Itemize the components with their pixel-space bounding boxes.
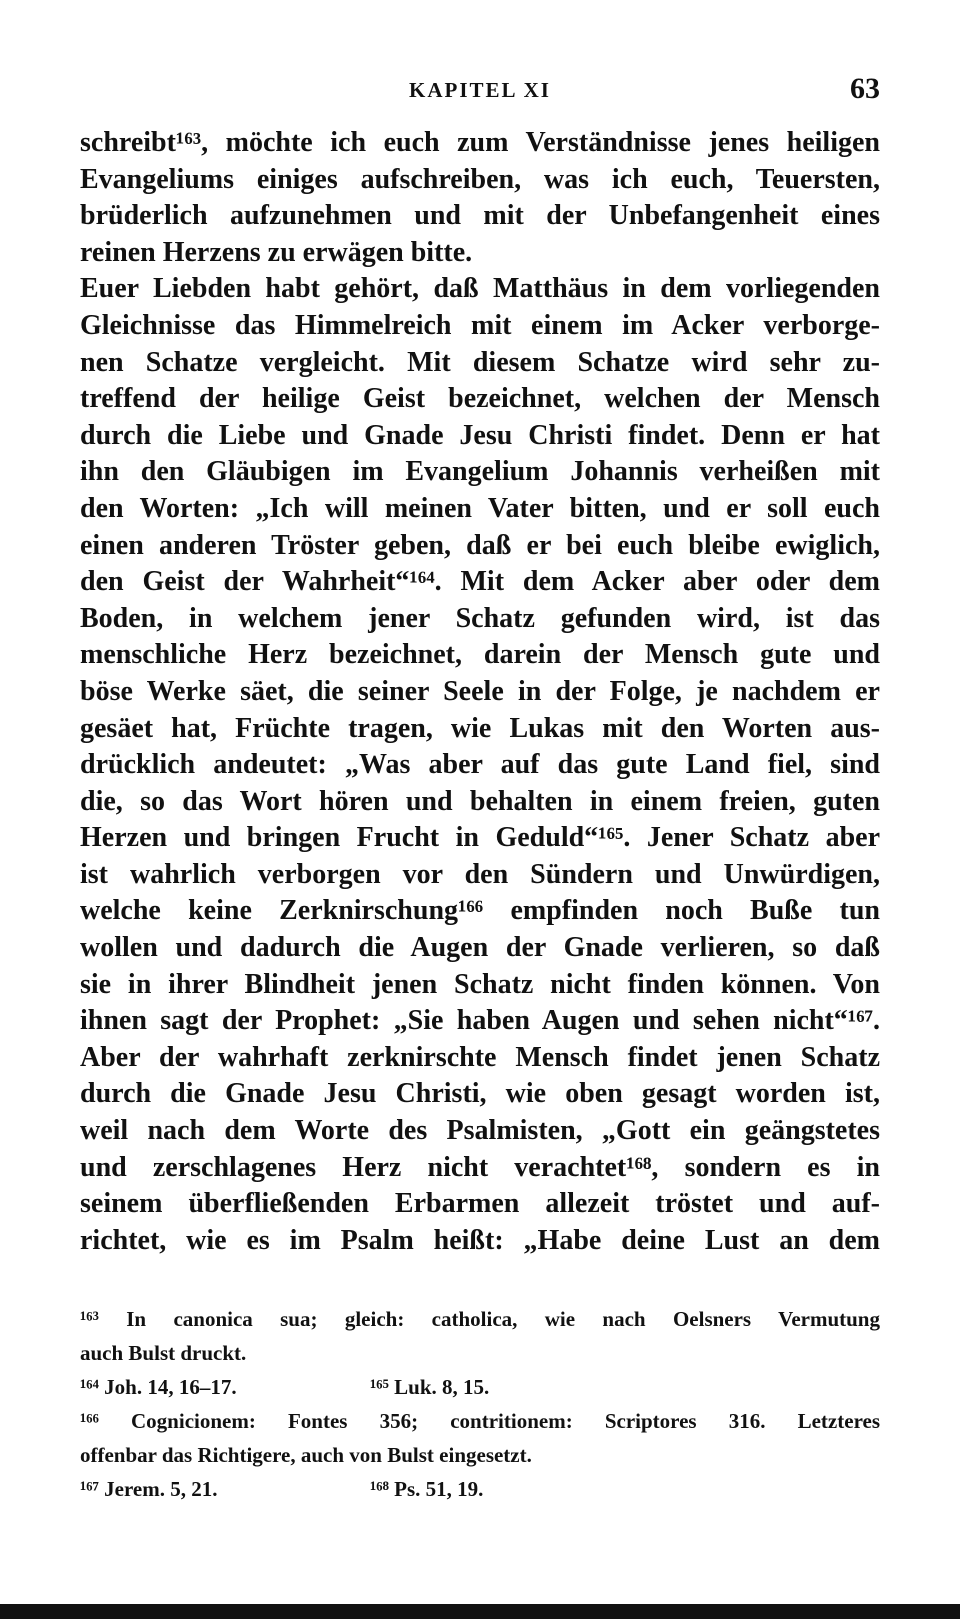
footnote-167: ¹⁶⁷ Jerem. 5, 21.	[80, 1477, 218, 1501]
text-line: gesäet hat, Früchte tragen, wie Lukas mit den Worten aus-	[80, 712, 880, 744]
text-line: durch die Gnade Jesu Christi, wie oben gesagt worden ist,	[80, 1078, 880, 1110]
text-line: treffend der heilige Geist bezeichnet, welchen der Mensch	[80, 383, 880, 415]
text-line: den Geist der Wahrheit“¹⁶⁴. Mit dem Acker aber oder dem	[80, 566, 880, 598]
scan-edge	[0, 1604, 960, 1619]
footnote-163: ¹⁶³ In canonica sua; gleich: catholica, wie nach Oelsners Vermutung	[80, 1307, 880, 1331]
page-number: 63	[850, 72, 880, 105]
text-line: schreibt¹⁶³, möchte ich euch zum Verständnisse jenes heiligen	[80, 127, 880, 158]
text-line: Herzen und bringen Frucht in Geduld“¹⁶⁵. Jener Schatz aber	[80, 822, 880, 854]
text-line: wollen und dadurch die Augen der Gnade verlieren, so daß	[80, 932, 880, 964]
text-line: welche keine Zerknirschung¹⁶⁶ empfinden noch Buße tun	[80, 895, 880, 927]
text-line: ihn den Gläubigen im Evangelium Johannis verheißen mit	[80, 456, 880, 488]
running-head	[80, 72, 880, 112]
text-line: drücklich andeutet: „Was aber auf das gute Land fiel, sind	[80, 749, 880, 781]
text-line: durch die Liebe und Gnade Jesu Christi findet. Denn er hat	[80, 419, 880, 451]
footnote-row	[80, 1370, 880, 1404]
text-line: reinen Herzens zu erwägen bitte.	[80, 236, 473, 268]
text-line: nen Schatze vergleicht. Mit diesem Schatze wird sehr zu-	[80, 346, 880, 378]
text-line: ihnen sagt der Prophet: „Sie haben Augen und sehen nicht“¹⁶⁷.	[80, 1005, 880, 1037]
footnote-166-continued: offenbar das Richtigere, auch von Bulst eingesetzt.	[80, 1443, 532, 1467]
text-line: die, so das Wort hören und behalten in einem freien, guten	[80, 785, 880, 817]
text-line: richtet, wie es im Psalm heißt: „Habe deine Lust an dem	[80, 1224, 880, 1256]
footnote-163-continued: auch Bulst druckt.	[80, 1341, 247, 1365]
text-line: Gleichnisse das Himmelreich mit einem im Acker verborge-	[80, 309, 880, 341]
text-line: und zerschlagenes Herz nicht verachtet¹⁶⁸, sondern es in	[80, 1151, 880, 1183]
text-line: brüderlich aufzunehmen und mit der Unbefangenheit eines	[80, 200, 880, 232]
text-line: menschliche Herz bezeichnet, darein der Mensch gute und	[80, 639, 880, 671]
footnotes	[80, 1302, 880, 1506]
text-line: Aber der wahrhaft zerknirschte Mensch findet jenen Schatz	[80, 1041, 880, 1073]
text-line: seinem überfließenden Erbarmen allezeit tröstet und auf-	[80, 1188, 880, 1220]
text-line: ist wahrlich verborgen vor den Sündern und Unwürdigen,	[80, 858, 880, 890]
footnote-row	[80, 1472, 880, 1506]
footnote-165: ¹⁶⁵ Luk. 8, 15.	[370, 1375, 490, 1399]
footnote-164: ¹⁶⁴ Joh. 14, 16–17.	[80, 1375, 237, 1399]
body-text	[80, 125, 880, 1259]
text-line: einen anderen Tröster geben, daß er bei euch bleibe ewiglich,	[80, 529, 880, 561]
chapter-title: KAPITEL XI	[409, 78, 551, 102]
text-line: sie in ihrer Blindheit jenen Schatz nicht finden können. Von	[80, 968, 880, 1000]
text-line: Euer Liebden habt gehört, daß Matthäus in dem vorliegenden	[80, 273, 880, 305]
text-line: Boden, in welchem jener Schatz gefunden wird, ist das	[80, 602, 880, 634]
text-line: böse Werke säet, die seiner Seele in der Folge, je nachdem er	[80, 675, 880, 707]
text-line: den Worten: „Ich will meinen Vater bitten, und er soll euch	[80, 492, 880, 524]
text-line: Evangeliums einiges aufschreiben, was ich euch, Teuersten,	[80, 163, 880, 195]
footnote-168: ¹⁶⁸ Ps. 51, 19.	[370, 1477, 484, 1501]
text-line: weil nach dem Worte des Psalmisten, „Gott ein geängstetes	[80, 1115, 880, 1147]
footnote-166: ¹⁶⁶ Cognicionem: Fontes 356; contritionem: Scriptores 316. Letzteres	[80, 1409, 880, 1433]
